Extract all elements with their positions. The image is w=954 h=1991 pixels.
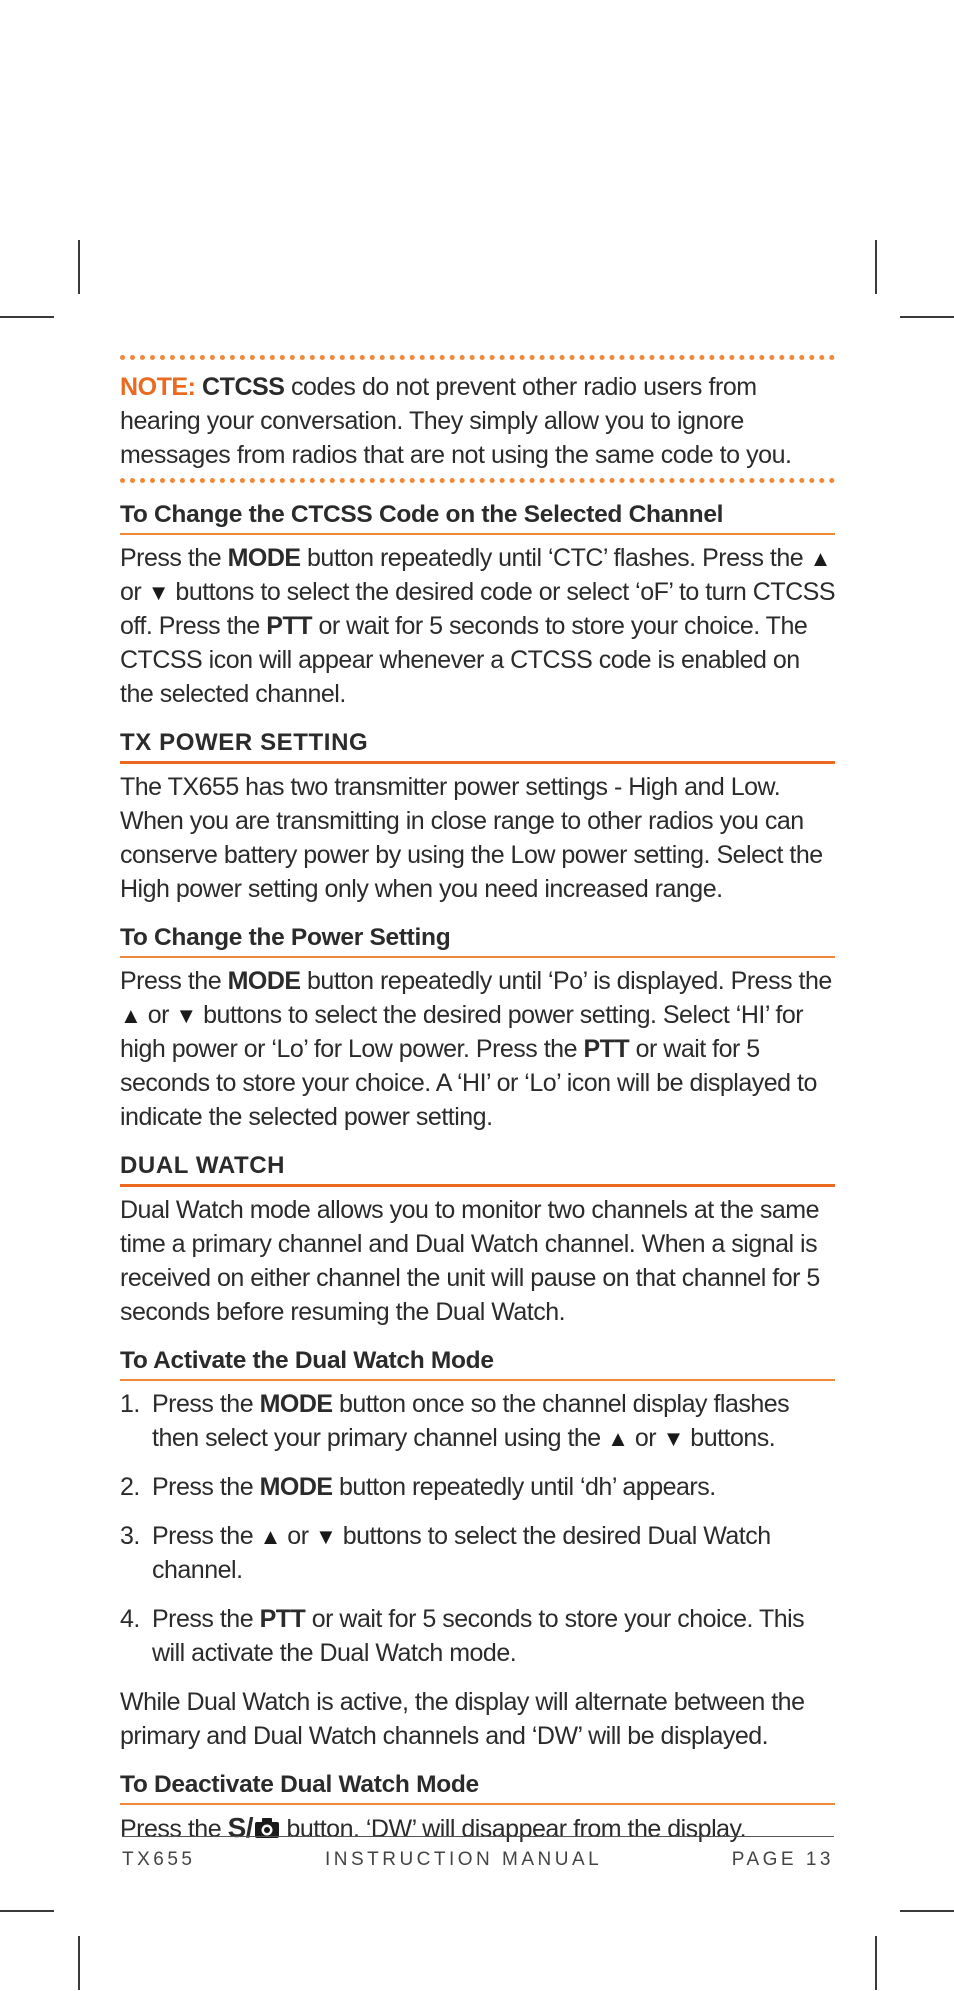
power-change-text: Press the MODE button repeatedly until ‘Po’ is displayed. Press the ▲ or ▼ buttons to select the desired power setting. Select ‘HI’ for high power or ‘Lo’ for Low power. Press the PTT or wait for 5 seconds to store your choice. A ‘HI’ or ‘Lo’ icon will be displayed to indicate the selected power setting. <box>120 967 832 1131</box>
ptt-label: PTT <box>259 1605 306 1633</box>
note-box <box>120 360 835 478</box>
footer-model: TX655 <box>122 1849 196 1870</box>
tx-power-text: The TX655 has two transmitter power settings - High and Low. When you are transmitting in close range to other radios you can conserve battery power by using the Low power setting. Select the High power setting only when you need increased range. <box>120 773 823 903</box>
crop-mark <box>875 240 877 294</box>
up-arrow-icon: ▲ <box>809 546 831 571</box>
crop-mark <box>875 1936 877 1990</box>
ctcss-change-text: Press the MODE button repeatedly until ‘CTC’ flashes. Press the ▲ or ▼ buttons to select the desired code or select ‘oF’ to turn CTCSS off. Press the PTT or wait for 5 seconds to store your choice. The CTCSS icon will appear whenever a CTCSS code is enabled on the selected channel. <box>120 544 835 708</box>
note-divider-bottom <box>120 478 835 483</box>
down-arrow-icon: ▼ <box>314 1524 337 1549</box>
mode-label: MODE <box>227 967 301 995</box>
crop-mark <box>900 316 954 318</box>
ptt-label: PTT <box>266 612 313 640</box>
crop-mark <box>78 240 80 294</box>
down-arrow-icon: ▼ <box>662 1426 684 1451</box>
deactivate-heading: To Deactivate Dual Watch Mode <box>120 1771 835 1805</box>
crop-mark <box>0 1910 54 1912</box>
activate-steps <box>120 1387 835 1670</box>
list-item: 3. Press the ▲ or ▼ buttons to select the desired Dual Watch channel. <box>120 1522 771 1584</box>
page-footer <box>122 1836 834 1871</box>
tx-power-heading: TX POWER SETTING <box>120 729 835 764</box>
crop-mark <box>0 316 54 318</box>
down-arrow-icon: ▼ <box>175 1003 197 1028</box>
page-content <box>120 355 835 1848</box>
dual-watch-text: Dual Watch mode allows you to monitor two channels at the same time a primary channel and Dual Watch channel. When a signal is received on either channel the unit will pause on that channel for 5 seconds before resuming the Dual Watch. <box>120 1196 820 1326</box>
ctcss-change-heading: To Change the CTCSS Code on the Selected Channel <box>120 501 835 535</box>
list-item: 4. Press the PTT or wait for 5 seconds to store your choice. This will activate the Dual Watch mode. <box>120 1605 805 1667</box>
dual-watch-heading: DUAL WATCH <box>120 1152 835 1187</box>
mode-label: MODE <box>227 544 301 572</box>
s-label: S/ <box>227 1812 254 1843</box>
crop-mark <box>900 1910 954 1912</box>
footer-page-number: PAGE 13 <box>731 1849 834 1870</box>
note-text: codes do not prevent other radio users from hearing your conversation. They simply allow you to ignore messages from radios that are not using the same code to you. <box>120 373 792 469</box>
deactivate-text: Press the S/ button. ‘DW’ will disappear from the display. <box>120 1811 835 1848</box>
note-ctcss: CTCSS <box>202 373 285 401</box>
note-label: NOTE: <box>120 373 196 401</box>
down-arrow-icon: ▼ <box>147 580 169 605</box>
mode-label: MODE <box>259 1473 333 1501</box>
up-arrow-icon: ▲ <box>259 1524 281 1549</box>
list-item: 2. Press the MODE button repeatedly until ‘dh’ appears. <box>120 1473 716 1501</box>
list-item: 1. Press the MODE button once so the channel display flashes then select your primary channel using the ▲ or ▼ buttons. <box>120 1390 790 1452</box>
up-arrow-icon: ▲ <box>607 1426 629 1451</box>
activate-after-text: While Dual Watch is active, the display will alternate between the primary and Dual Watch channels and ‘DW’ will be displayed. <box>120 1688 805 1750</box>
activate-heading: To Activate the Dual Watch Mode <box>120 1347 835 1381</box>
power-change-heading: To Change the Power Setting <box>120 924 835 958</box>
crop-mark <box>78 1936 80 1990</box>
mode-label: MODE <box>259 1390 333 1418</box>
ptt-label: PTT <box>583 1035 630 1063</box>
footer-title: INSTRUCTION MANUAL <box>324 1849 603 1870</box>
up-arrow-icon: ▲ <box>120 1003 142 1028</box>
